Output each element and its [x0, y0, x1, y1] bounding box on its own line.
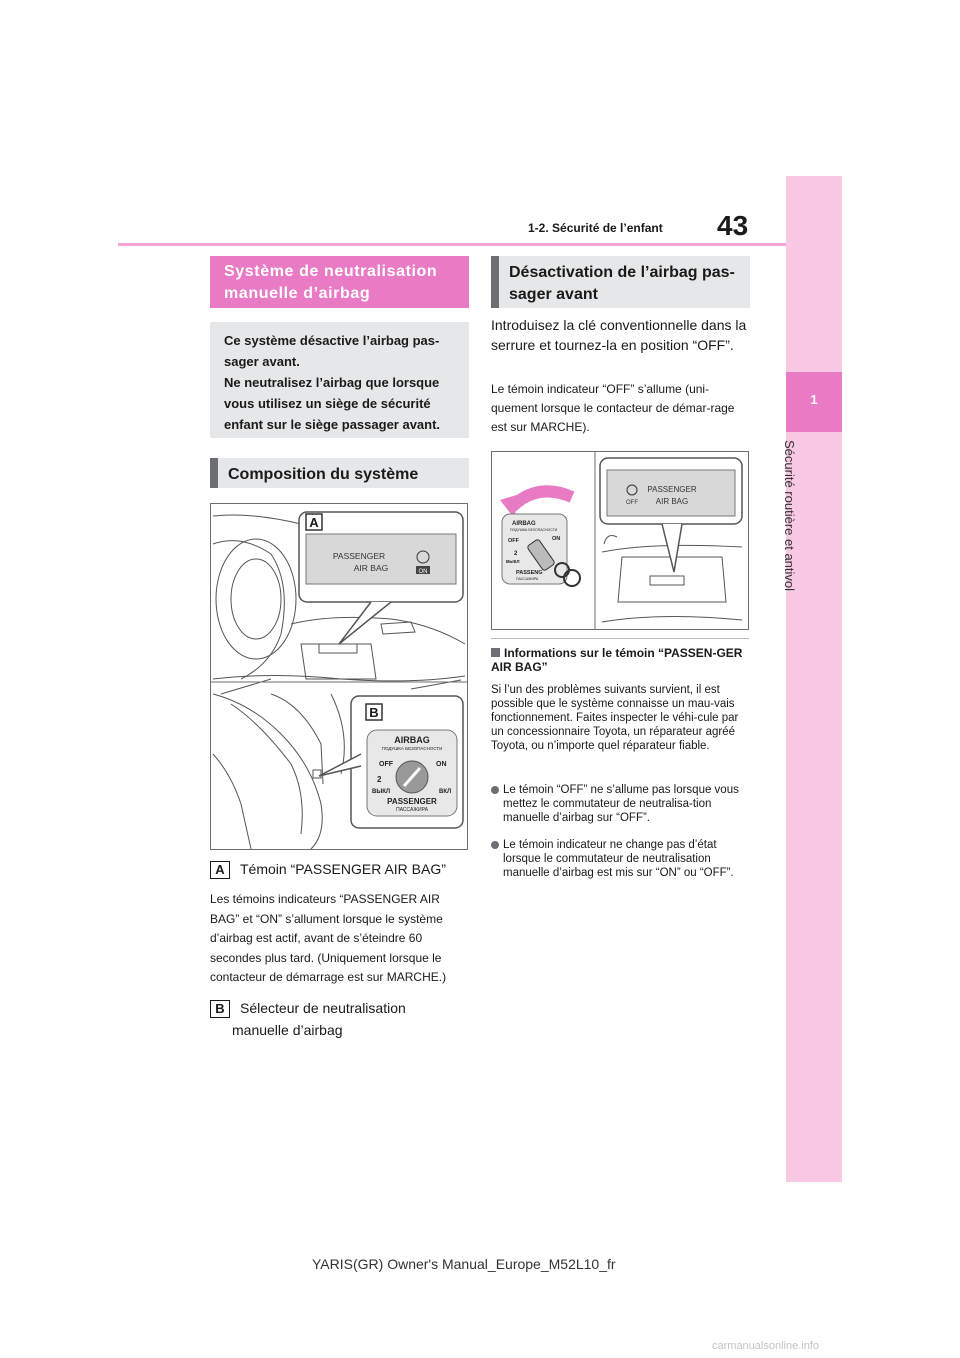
key-switch-illustration	[492, 452, 748, 629]
header-rule	[118, 243, 786, 246]
intro-line: vous utilisez un siège de sécurité	[224, 396, 431, 411]
callout-b-letter: B	[210, 1000, 230, 1018]
selector-off-ru-text: ВЫКЛ	[372, 789, 391, 795]
info-heading-text: Informations sur le témoin “PASSEN-GER AIR BAG”	[491, 646, 743, 674]
off-panel-off-text: OFF	[626, 500, 638, 506]
seat-number-text: 2	[377, 775, 382, 784]
intro-box	[210, 322, 469, 438]
selector-passenger-ru-text: ПАССАЖИРА	[396, 807, 428, 813]
info-heading	[491, 646, 751, 674]
callout-b-text-line1: Sélecteur de neutralisation	[240, 1000, 406, 1016]
switch-off-ru-text: ВЫКЛ	[506, 559, 520, 564]
switch-off-text: OFF	[508, 538, 519, 544]
side-tab-label	[773, 440, 803, 640]
callout-a-caption	[210, 861, 446, 879]
on-indicator-text: ON	[418, 569, 428, 575]
bullet-icon	[491, 786, 499, 794]
dashboard-illustration	[211, 504, 467, 849]
figure-label-a-text: A	[309, 515, 319, 530]
turn-arrow	[512, 491, 572, 507]
side-tab-number: 1	[810, 392, 818, 407]
switch-airbag-ru-text: ПОДУШКА БЕЗОПАСНОСТИ	[510, 528, 558, 532]
callout-a-letter: A	[210, 861, 230, 879]
intro-line: sager avant.	[224, 354, 300, 369]
footer: YARIS(GR) Owner's Manual_Europe_M52L10_fr	[312, 1256, 616, 1272]
selector-off-text: OFF	[379, 761, 393, 768]
info-body: Si l’un des problèmes suivants survient, il est possible que le système connaisse un mau-vais fonctionnement. Faites inspecter le véhi-cule par un concessionnaire Toyota, un réparateur agréé Toyota, ou n’importe quel réparateur fiable.	[491, 684, 739, 752]
switch-on-text: ON	[552, 536, 561, 542]
selector-on-text: ON	[436, 761, 447, 768]
figure-label-b-text: B	[369, 705, 379, 720]
square-bullet-icon	[491, 648, 500, 657]
selector-passenger-text: PASSENGER	[387, 797, 437, 806]
list-item-text: Le témoin indicateur ne change pas d’état lorsque le commutateur de neutralisation manuelle d’airbag est mis sur “ON” ou “OFF”.	[503, 839, 734, 879]
right-sub-text: Le témoin indicateur “OFF” s’allume (uni-quement lorsque le contacteur de démar-rage est sur MARCHE).	[491, 382, 735, 434]
panel-passenger-text: PASSENGER	[332, 551, 386, 561]
list-item	[491, 838, 751, 880]
switch-passeng-text: PASSENG	[516, 570, 543, 576]
page-number: 43	[717, 210, 749, 241]
bullet-icon	[491, 841, 499, 849]
heading-system-composition: Composition du système	[210, 458, 469, 488]
callout-b-caption	[210, 997, 470, 1041]
side-tab-label-text: Sécurité routière et antivol	[782, 440, 797, 592]
heading-manual-deactivation-system: Système de neutralisation manuelle d’airbag	[210, 256, 469, 308]
heading-disable-passenger-airbag: Désactivation de l’airbag pas-sager avant	[491, 256, 750, 308]
switch-passenger-ru-text: ПАССАЖИРА	[516, 577, 539, 581]
section-header: 1-2. Sécurité de l’enfant	[528, 221, 663, 235]
selector-airbag-ru-text: ПОДУШКА БЕЗОПАСНОСТИ	[381, 746, 443, 751]
selector-on-ru-text: ВКЛ	[439, 789, 452, 795]
side-tab	[786, 176, 842, 1182]
watermark: carmanualsonline.info	[712, 1340, 820, 1352]
intro-line: enfant sur le siège passager avant.	[224, 417, 441, 432]
section-divider	[491, 638, 749, 639]
list-item-text: Le témoin “OFF” ne s’allume pas lorsque vous mettez le commutateur de neutralisa-tion manuelle d’airbag sur “OFF”.	[503, 784, 739, 824]
list-item	[491, 783, 751, 825]
panel-airbag-text: AIR BAG	[353, 563, 389, 573]
right-intro-text: Introduisez la clé conventionnelle dans la serrure et tournez-la en position “OFF”.	[491, 317, 747, 353]
figure-system-composition	[210, 503, 468, 850]
callout-a-text: Témoin “PASSENGER AIR BAG”	[240, 861, 446, 877]
off-panel-passenger-text: PASSENGER	[647, 485, 697, 494]
callout-b-text-line2: manuelle d’airbag	[232, 1022, 343, 1038]
intro-line: Ce système désactive l’airbag pas-	[224, 333, 440, 348]
figure-key-switch	[491, 451, 749, 630]
callout-a-description: Les témoins indicateurs “PASSENGER AIR BAG” et “ON” s’allument lorsque le système d’airbag est actif, avant de s’éteindre 60 secondes plus tard. (Uniquement lorsque le contacteur de démarrage est sur MARCHE.)	[210, 892, 447, 984]
switch-seat-number-text: 2	[514, 551, 518, 557]
selector-airbag-text: AIRBAG	[394, 735, 430, 745]
off-panel-airbag-text: AIR BAG	[655, 497, 689, 506]
switch-airbag-text: AIRBAG	[512, 521, 536, 527]
intro-line: Ne neutralisez l’airbag que lorsque	[224, 375, 440, 390]
